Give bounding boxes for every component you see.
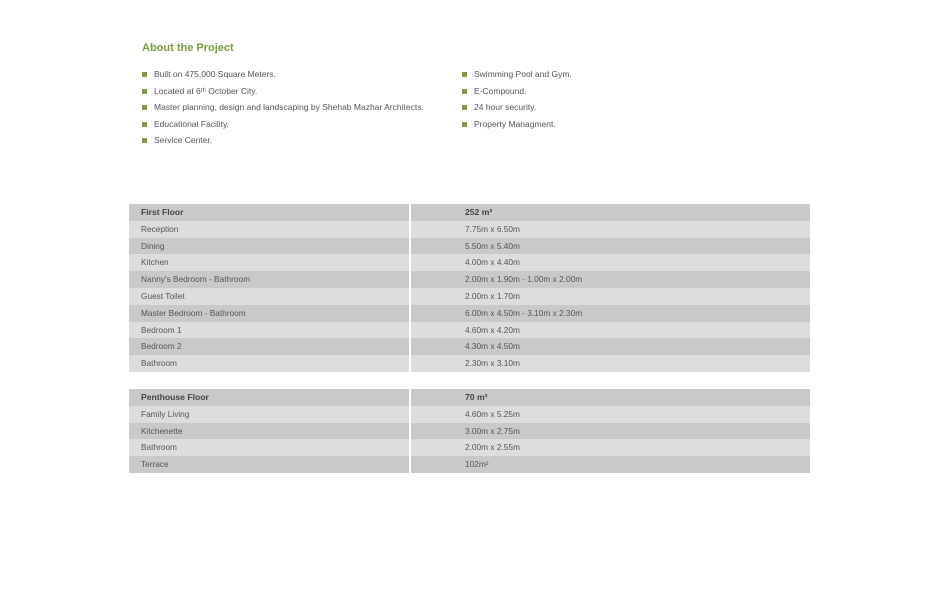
table-row: Bedroom 1 4.60m x 4.20m (129, 322, 810, 339)
features-list-right (462, 66, 572, 132)
table-row: Bathroom 2.00m x 2.55m (129, 439, 810, 456)
list-item: Swimming Pool and Gym. (462, 66, 572, 83)
table-row: Kitchenette 3.00m x 2.75m (129, 423, 810, 440)
list-item: Master planning, design and landscaping by Shehab Mazhar Architects. (142, 99, 424, 116)
table-row: Master Bedroom - Bathroom 6.00m x 4.50m - 3.10m x 2.30m (129, 305, 810, 322)
section-title: About the Project (142, 42, 234, 54)
list-item: Property Managment. (462, 116, 572, 133)
table-row: Guest Toilet 2.00m x 1.70m (129, 288, 810, 305)
table-row: Terrace 102m² (129, 456, 810, 473)
table-row: Bathroom 2.30m x 3.10m (129, 355, 810, 372)
list-item: Located at 6ᵗʰ October City. (142, 83, 424, 100)
first-floor-table (129, 204, 810, 372)
list-item: Service Center. (142, 132, 424, 149)
table-header-row: First Floor 252 m² (129, 204, 810, 221)
table-row: Nanny's Bedroom - Bathroom 2.00m x 1.90m - 1.00m x 2.00m (129, 271, 810, 288)
bullet-icon (462, 122, 467, 127)
table-header-row: Penthouse Floor 70 m² (129, 389, 810, 406)
table-row: Reception 7.75m x 6.50m (129, 221, 810, 238)
list-item: E-Compound. (462, 83, 572, 100)
bullet-icon (142, 122, 147, 127)
bullet-icon (142, 72, 147, 77)
penthouse-floor-table (129, 389, 810, 473)
list-item: Built on 475,000 Square Meters. (142, 66, 424, 83)
table-row: Dining 5.50m x 5.40m (129, 238, 810, 255)
table-row: Family Living 4.60m x 5.25m (129, 406, 810, 423)
bullet-icon (462, 89, 467, 94)
bullet-icon (462, 105, 467, 110)
bullet-icon (142, 138, 147, 143)
bullet-icon (142, 105, 147, 110)
table-row: Bedroom 2 4.30m x 4.50m (129, 338, 810, 355)
list-item: Educational Facility. (142, 116, 424, 133)
table-row: Kitchen 4.00m x 4.40m (129, 254, 810, 271)
bullet-icon (462, 72, 467, 77)
bullet-icon (142, 89, 147, 94)
features-list-left (142, 66, 424, 149)
list-item: 24 hour security. (462, 99, 572, 116)
